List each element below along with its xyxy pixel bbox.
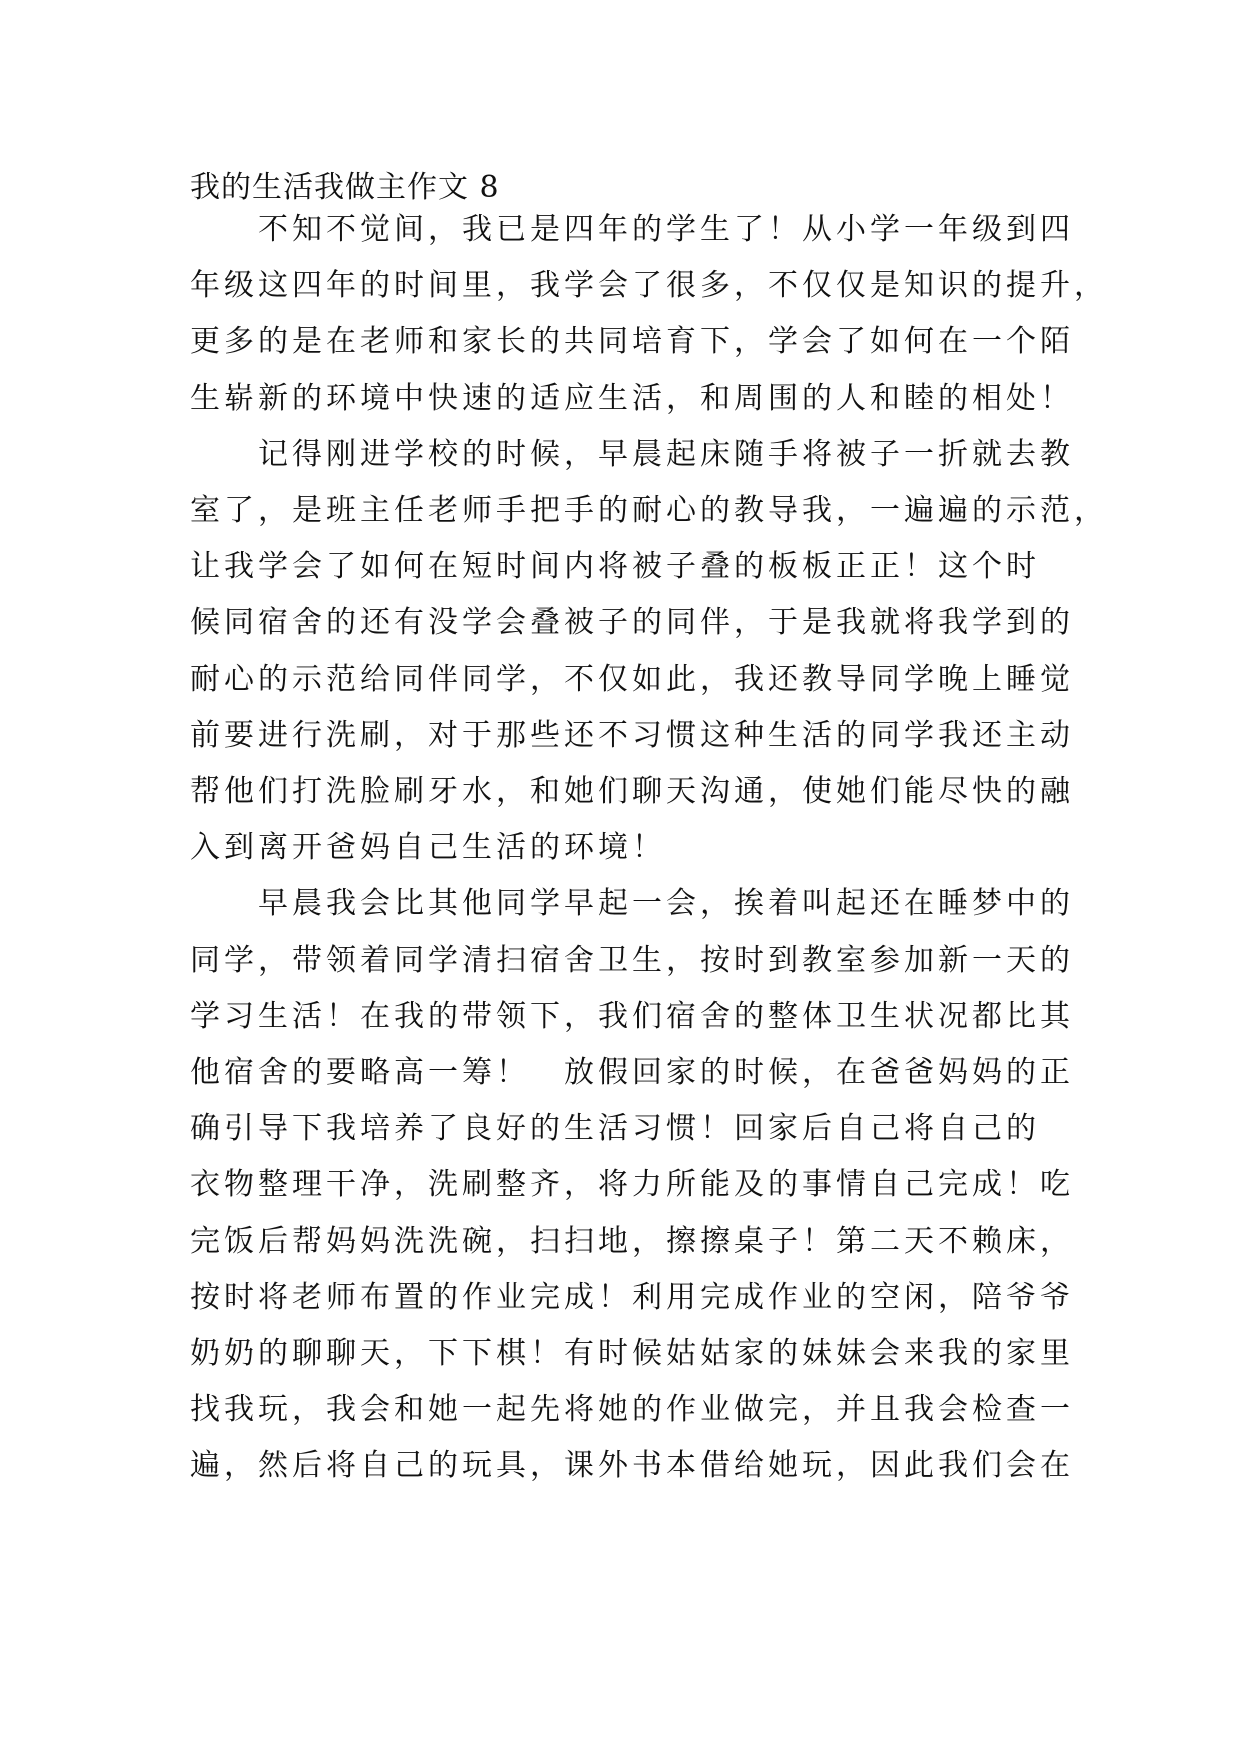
document-line: 找我玩，我会和她一起先将她的作业做完，并且我会检查一 <box>190 1392 1074 1428</box>
document-line: 按时将老师布置的作业完成！利用完成作业的空闲，陪爷爷 <box>190 1279 1074 1315</box>
document-line: 帮他们打洗脸刷牙水，和她们聊天沟通，使她们能尽快的融 <box>190 774 1074 809</box>
document-line: 候同宿舍的还有没学会叠被子的同伴，于是我就将我学到的 <box>190 605 1074 641</box>
document-line: 前要进行洗刷，对于那些还不习惯这种生活的同学我还主动 <box>190 717 1074 753</box>
document-line: 耐心的示范给同伴同学，不仅如此，我还教导同学晚上睡觉 <box>190 661 1074 697</box>
document-line: 完饭后帮妈妈洗洗碗，扫扫地，擦擦桌子！第二天不赖床， <box>190 1223 1074 1259</box>
document-line: 确引导下我培养了良好的生活习惯！回家后自己将自己的 <box>190 1111 1040 1147</box>
document-line: 早晨我会比其他同学早起一会，挨着叫起还在睡梦中的 <box>190 886 1074 922</box>
document-line: 记得刚进学校的时候，早晨起床随手将被子一折就去教 <box>190 436 1074 472</box>
document-line: 他宿舍的要略高一筹！ 放假回家的时候，在爸爸妈妈的正 <box>190 1055 1074 1090</box>
document-line: 不知不觉间，我已是四年的学生了！从小学一年级到四 <box>190 212 1074 247</box>
document-line: 更多的是在老师和家长的共同培育下，学会了如何在一个陌 <box>190 324 1074 360</box>
document-line: 让我学会了如何在短时间内将被子叠的板板正正！这个时 <box>190 549 1040 585</box>
document-line: 生崭新的环境中快速的适应生活，和周围的人和睦的相处！ <box>190 380 1074 416</box>
document-line: 室了，是班主任老师手把手的耐心的教导我，一遍遍的示范， <box>190 493 1108 528</box>
document-line: 学习生活！在我的带领下，我们宿舍的整体卫生状况都比其 <box>190 998 1074 1034</box>
document-title: 我的生活我做主作文 8 <box>190 170 500 205</box>
document-line: 遍，然后将自己的玩具，课外书本借给她玩，因此我们会在 <box>190 1448 1074 1484</box>
document-line: 奶奶的聊聊天，下下棋！有时候姑姑家的妹妹会来我的家里 <box>190 1336 1074 1371</box>
document-line: 年级这四年的时间里，我学会了很多，不仅仅是知识的提升， <box>190 268 1108 304</box>
document-line: 同学，带领着同学清扫宿舍卫生，按时到教室参加新一天的 <box>190 942 1074 978</box>
document-line: 衣物整理干净，洗刷整齐，将力所能及的事情自己完成！吃 <box>190 1167 1074 1203</box>
document-line: 入到离开爸妈自己生活的环境！ <box>190 830 666 866</box>
